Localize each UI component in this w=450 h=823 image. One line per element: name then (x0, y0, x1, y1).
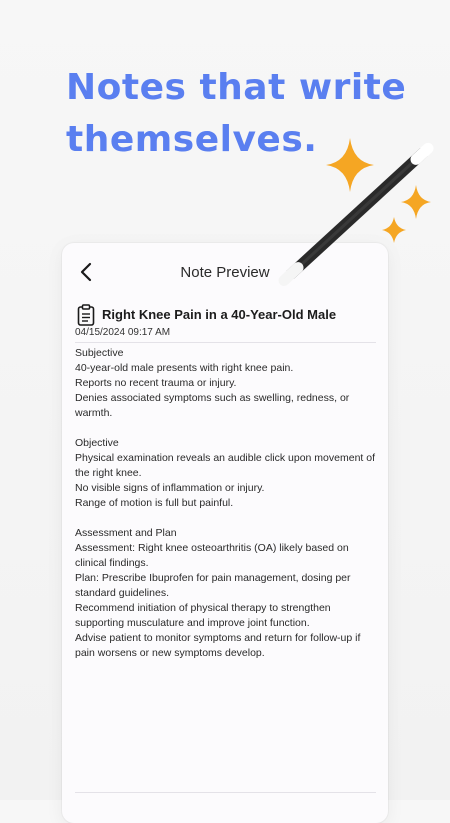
note-body (75, 346, 375, 676)
note-section-subjective (75, 346, 375, 421)
section-heading: Objective (75, 437, 119, 449)
headline-line-1: Notes that write (66, 67, 407, 108)
sparkle-icon (401, 185, 431, 219)
divider (75, 342, 376, 343)
note-preview-card (62, 243, 388, 823)
note-line: Physical examination reveals an audible click upon movement of the right knee. (75, 452, 375, 479)
note-section-objective (75, 436, 375, 511)
note-line: Recommend initiation of physical therapy to strengthen supporting musculature and improve joint function. (75, 602, 331, 629)
sparkle-icon (382, 217, 406, 243)
note-line: Reports no recent trauma or injury. (75, 377, 237, 389)
page-title: Note Preview (180, 264, 270, 281)
note-section-assessment-plan (75, 526, 375, 661)
clipboard-icon (77, 304, 95, 326)
section-heading: Assessment and Plan (75, 527, 177, 539)
headline-line-2: themselves. (66, 119, 318, 160)
note-title: Right Knee Pain in a 40-Year-Old Male (102, 307, 337, 322)
note-line: Plan: Prescribe Ibuprofen for pain management, dosing per standard guidelines. (75, 572, 351, 599)
bottom-divider (75, 792, 376, 793)
note-line: Advise patient to monitor symptoms and return for follow-up if pain worsens or new symptoms develop. (75, 632, 361, 659)
note-line: 40-year-old male presents with right knee pain. (75, 362, 294, 374)
magic-wand-icon (270, 130, 445, 295)
sparkle-icon (326, 138, 374, 192)
note-timestamp: 04/15/2024 09:17 AM (75, 327, 171, 338)
note-line: Denies associated symptoms such as swelling, redness, or warmth. (75, 392, 350, 419)
note-line: Range of motion is full but painful. (75, 497, 234, 509)
note-line: No visible signs of inflammation or injury. (75, 482, 265, 494)
note-line: Assessment: Right knee osteoarthritis (OA) likely based on clinical findings. (75, 542, 349, 569)
note-header (75, 304, 376, 340)
section-heading: Subjective (75, 347, 124, 359)
